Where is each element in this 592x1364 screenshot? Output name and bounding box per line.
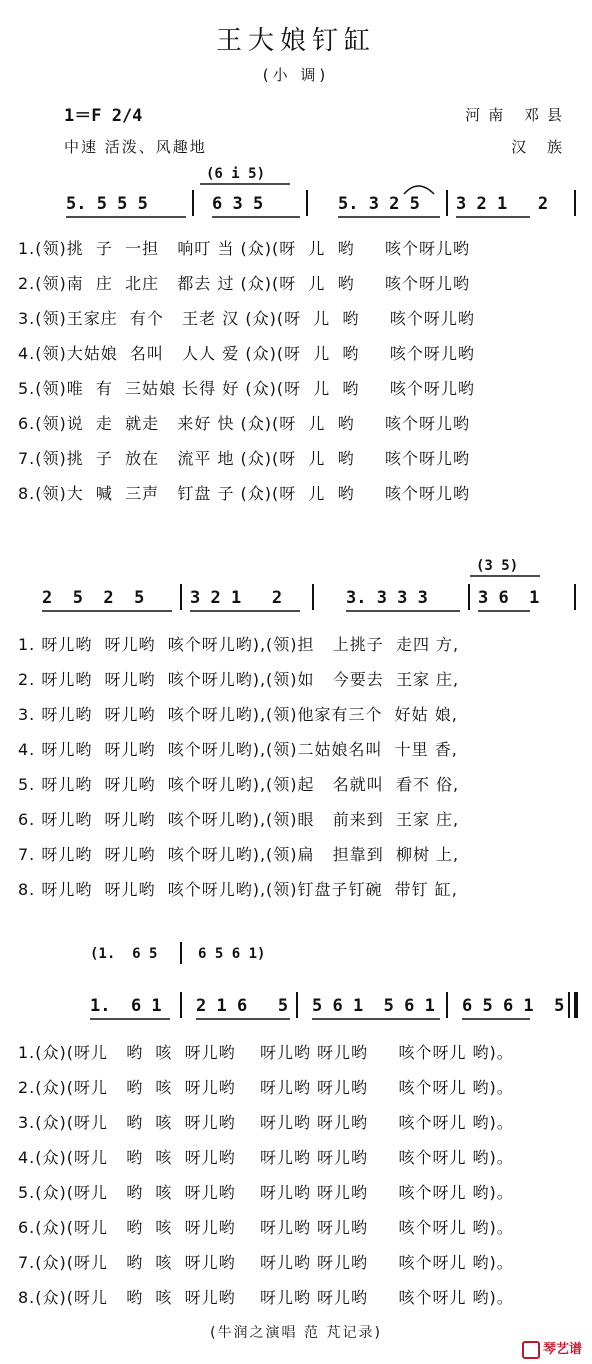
- lyric-line: 4.(领)大姑娘 名叫 人人 爱 (众)(呀 儿 哟 咳个呀儿哟: [18, 344, 475, 363]
- measure: 6 3 5: [212, 194, 264, 214]
- lyric-line: 6.(众)(呀儿 哟 咳 呀儿哟 呀儿哟 呀儿哟 咳个呀儿 哟)。: [18, 1218, 514, 1237]
- slur: [404, 186, 434, 194]
- song-title: 王大娘钉缸: [215, 26, 376, 56]
- logo-icon: [522, 1341, 540, 1359]
- lyric-line: 2.(众)(呀儿 哟 咳 呀儿哟 呀儿哟 呀儿哟 咳个呀儿 哟)。: [18, 1078, 514, 1097]
- alt-notes-1: (6 i 5): [206, 166, 266, 182]
- lyric-line: 4. 呀儿哟 呀儿哟 咳个呀儿哟),(领)二姑娘名叫 十里 香,: [18, 740, 458, 759]
- measure: 5. 5 5 5: [66, 194, 148, 214]
- origin-region: 河南 邓县: [465, 106, 570, 124]
- lyric-line: 1. 呀儿哟 呀儿哟 咳个呀儿哟),(领)担 上挑子 走四 方,: [18, 635, 460, 654]
- lyric-line: 3.(领)王家庄 有个 王老 汉 (众)(呀 儿 哟 咳个呀儿哟: [18, 309, 475, 328]
- lyric-line: 6. 呀儿哟 呀儿哟 咳个呀儿哟),(领)眼 前来到 王家 庄,: [18, 810, 460, 829]
- lyric-line: 8.(众)(呀儿 哟 咳 呀儿哟 呀儿哟 呀儿哟 咳个呀儿 哟)。: [18, 1288, 514, 1307]
- lyric-line: 3. 呀儿哟 呀儿哟 咳个呀儿哟),(领)他家有三个 好姑 娘,: [18, 705, 458, 724]
- measure: 5 6 1 5 6 1: [312, 996, 435, 1016]
- lyric-line: 1.(领)挑 子 一担 响叮 当 (众)(呀 儿 哟 咳个呀儿哟: [18, 239, 471, 258]
- lyric-line: 2. 呀儿哟 呀儿哟 咳个呀儿哟),(领)如 今要去 王家 庄,: [18, 670, 460, 689]
- measure: 2 1 6 5: [196, 996, 289, 1016]
- measure: 3. 3 3 3: [346, 588, 428, 608]
- lyric-line: 5.(众)(呀儿 哟 咳 呀儿哟 呀儿哟 呀儿哟 咳个呀儿 哟)。: [18, 1183, 514, 1202]
- lyric-line: 5. 呀儿哟 呀儿哟 咳个呀儿哟),(领)起 名就叫 看不 俗,: [18, 775, 460, 794]
- key-signature: 1＝F 2/4: [64, 106, 143, 126]
- measure: 3 6 1: [478, 588, 540, 608]
- lyric-line: 4.(众)(呀儿 哟 咳 呀儿哟 呀儿哟 呀儿哟 咳个呀儿 哟)。: [18, 1148, 514, 1167]
- lyric-line: 7. 呀儿哟 呀儿哟 咳个呀儿哟),(领)扁 担靠到 柳树 上,: [18, 845, 460, 864]
- lyric-line: 7.(领)挑 子 放在 流平 地 (众)(呀 儿 哟 咳个呀儿哟: [18, 449, 471, 468]
- lyric-line: 1.(众)(呀儿 哟 咳 呀儿哟 呀儿哟 呀儿哟 咳个呀儿 哟)。: [18, 1043, 514, 1062]
- performer-credit: (牛润之演唱 范 芃记录): [210, 1325, 382, 1341]
- measure: 2 5 2 5: [42, 588, 145, 608]
- song-subtitle: (小 调): [262, 66, 330, 84]
- measure: 3 2 1 2: [190, 588, 283, 608]
- lyric-line: 2.(领)南 庄 北庄 都去 过 (众)(呀 儿 哟 咳个呀儿哟: [18, 274, 471, 293]
- measure: 1. 6 1: [90, 996, 162, 1016]
- measure: 5. 3 2 5: [338, 194, 420, 214]
- alt-notes-2: (3 5): [476, 558, 519, 574]
- logo-text: 琴艺谱: [542, 1342, 582, 1357]
- lyric-line: 7.(众)(呀儿 哟 咳 呀儿哟 呀儿哟 呀儿哟 咳个呀儿 哟)。: [18, 1253, 514, 1272]
- lyric-line: 6.(领)说 走 就走 来好 快 (众)(呀 儿 哟 咳个呀儿哟: [18, 414, 471, 433]
- origin-ethnicity: 汉 族: [511, 138, 570, 156]
- alt-notes-3a: (1. 6 5: [90, 946, 158, 962]
- alt-notes-3b: 6 5 6 1): [198, 946, 266, 962]
- tempo-marking: 中速 活泼、风趣地: [64, 138, 207, 156]
- lyric-line: 8.(领)大 喊 三声 钉盘 子 (众)(呀 儿 哟 咳个呀儿哟: [18, 484, 471, 503]
- lyric-line: 8. 呀儿哟 呀儿哟 咳个呀儿哟),(领)钉盘子钉碗 带钉 缸,: [18, 880, 458, 899]
- lyric-line: 3.(众)(呀儿 哟 咳 呀儿哟 呀儿哟 呀儿哟 咳个呀儿 哟)。: [18, 1113, 514, 1132]
- measure: 6 5 6 1 5: [462, 996, 565, 1016]
- lyric-line: 5.(领)唯 有 三姑娘 长得 好 (众)(呀 儿 哟 咳个呀儿哟: [18, 379, 475, 398]
- site-logo[interactable]: [522, 1338, 582, 1359]
- measure: 3 2 1 2: [456, 194, 549, 214]
